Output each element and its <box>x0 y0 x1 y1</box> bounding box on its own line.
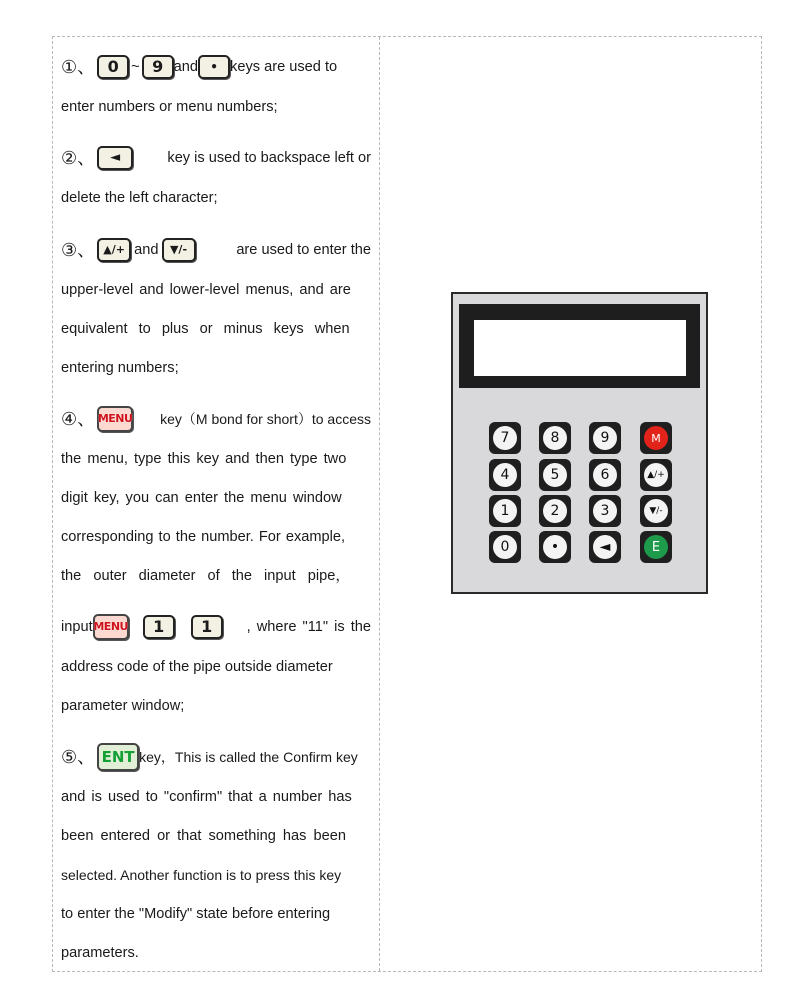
item4-line6 <box>61 614 371 640</box>
keypad-key-label: 5 <box>543 463 567 487</box>
keypad-device <box>451 292 708 594</box>
keypad-key-0-2 <box>589 422 621 454</box>
keypad-key-label: • <box>543 535 567 559</box>
item5-marker: ⑤、 <box>61 747 96 767</box>
item4-line1 <box>61 406 371 432</box>
keypad-key-0-1 <box>539 422 571 454</box>
keypad-key-label: M <box>644 426 668 450</box>
item5-line3: been entered or that something has been <box>61 828 346 844</box>
item2-marker: ②、 <box>61 148 96 168</box>
keypad-key-label: 3 <box>593 499 617 523</box>
keypad-key-label: ▲/+ <box>644 463 668 487</box>
item3-marker: ③、 <box>61 240 96 260</box>
item3-tail: are used to enter the <box>236 242 371 258</box>
keypad-key-label: 8 <box>543 426 567 450</box>
keypad-key-3-1 <box>539 531 571 563</box>
keypad-key-label: 4 <box>493 463 517 487</box>
tilde: ~ <box>131 59 140 75</box>
menu-key-icon: MENU <box>97 406 133 432</box>
keypad-key-label: E <box>644 535 668 559</box>
keypad-key-label: 2 <box>543 499 567 523</box>
item2-line1 <box>61 145 371 171</box>
keypad-key-1-2 <box>589 459 621 491</box>
keypad-key-2-3 <box>640 495 672 527</box>
item1-tail: keys are used to <box>230 59 338 75</box>
one-key-icon: 1 <box>143 615 175 639</box>
column-divider <box>379 37 380 971</box>
keypad-key-1-1 <box>539 459 571 491</box>
item4-line3: digit key, you can enter the menu window <box>61 490 342 506</box>
item5-line1 <box>61 743 371 769</box>
item4-marker: ④、 <box>61 409 96 429</box>
item4-line6-tail: , where "11" is the <box>246 619 371 635</box>
item5-line6: parameters. <box>61 945 139 961</box>
keypad-key-2-0 <box>489 495 521 527</box>
zero-key-icon: 0 <box>97 55 129 79</box>
nine-key-icon: 9 <box>142 55 174 79</box>
keypad-key-label: 6 <box>593 463 617 487</box>
item5-line4: selected. Another function is to press this key <box>61 867 342 883</box>
keypad-key-label: 0 <box>493 535 517 559</box>
backspace-key-icon: ◄ <box>97 146 133 170</box>
item2-tail: key is used to backspace left or <box>167 150 371 166</box>
keypad-key-3-0 <box>489 531 521 563</box>
and-text: and <box>173 59 199 75</box>
keypad-key-label: ◄ <box>593 535 617 559</box>
down-minus-key-icon: ▼/- <box>162 238 196 262</box>
keypad-key-label: ▼/- <box>644 499 668 523</box>
item1-line2: enter numbers or menu numbers; <box>61 99 278 115</box>
keypad-key-label: 9 <box>593 426 617 450</box>
item4-line5: the outer diameter of the input pipe， <box>61 568 350 584</box>
keypad-key-0-3 <box>640 422 672 454</box>
item5-line2: and is used to "confirm" that a number has <box>61 789 352 805</box>
keypad-key-label: 7 <box>493 426 517 450</box>
one-key-icon: 1 <box>191 615 223 639</box>
item4-tail: key（M bond for short）to access <box>160 411 371 427</box>
item4-line2: the menu, type this key and then type two <box>61 451 347 467</box>
item3-line3: equivalent to plus or minus keys when <box>61 321 350 337</box>
keypad-key-2-1 <box>539 495 571 527</box>
keypad-key-3-3 <box>640 531 672 563</box>
item4-line4: corresponding to the number. For example, <box>61 529 346 545</box>
item4-line8: parameter window; <box>61 698 185 714</box>
keypad-key-2-2 <box>589 495 621 527</box>
item3-line1 <box>61 237 371 263</box>
up-plus-key-icon: ▲/+ <box>97 238 131 262</box>
item3-line4: entering numbers; <box>61 360 179 376</box>
item5-line5: to enter the "Modify" state before entering <box>61 906 331 922</box>
display-bezel <box>459 304 700 388</box>
input-word: input <box>61 619 93 635</box>
keypad-key-1-3 <box>640 459 672 491</box>
keypad-key-0-0 <box>489 422 521 454</box>
keypad-key-3-2 <box>589 531 621 563</box>
ent-key-icon: ENT <box>97 743 139 771</box>
item4-line7: address code of the pipe outside diameter <box>61 659 333 675</box>
and-text: and <box>134 242 159 258</box>
keypad-key-1-0 <box>489 459 521 491</box>
item5-tail: key，This is called the Confirm key <box>139 749 358 765</box>
item2-line2: delete the left character; <box>61 190 218 206</box>
menu-key-icon: MENU <box>93 614 129 640</box>
dot-key-icon: • <box>198 55 230 79</box>
keypad-key-label: 1 <box>493 499 517 523</box>
item3-line2: upper-level and lower-level menus, and are <box>61 282 351 298</box>
item1-marker: ①、 <box>61 57 96 77</box>
item1-line1 <box>61 54 371 80</box>
display-screen <box>474 320 686 376</box>
